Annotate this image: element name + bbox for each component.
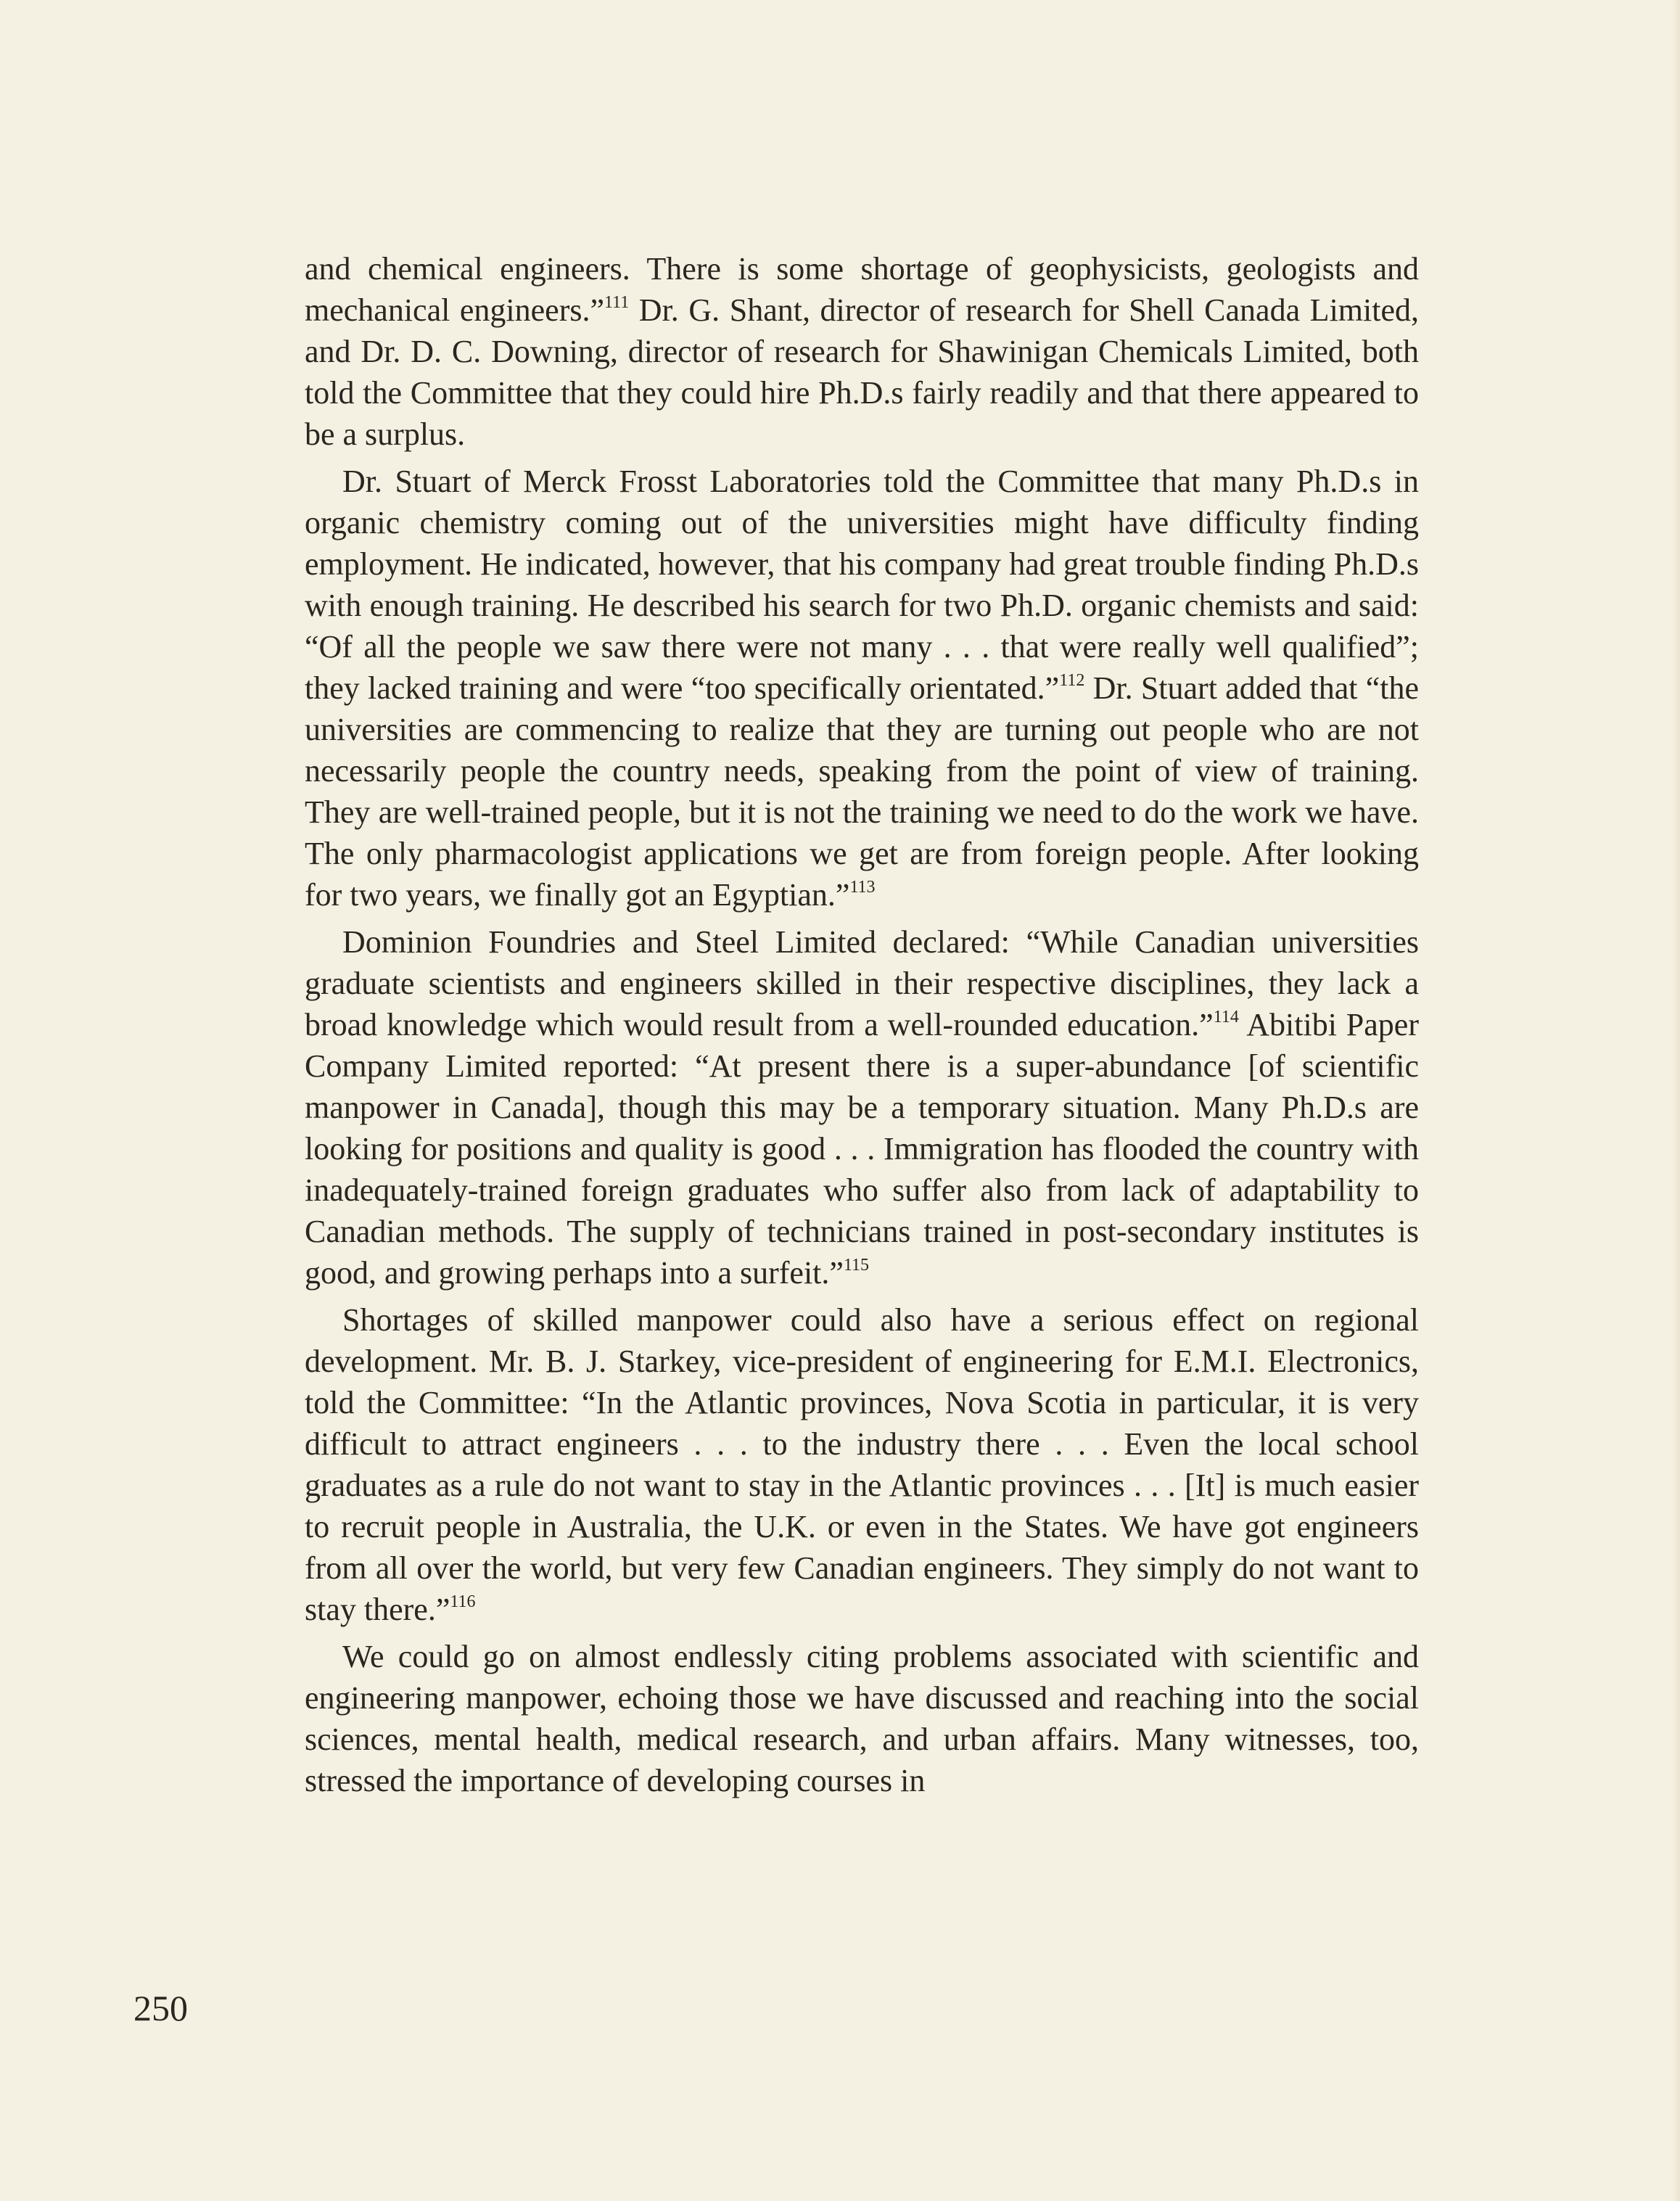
footnote-reference: 112 xyxy=(1059,671,1085,690)
paragraph xyxy=(305,461,1419,916)
footnote-reference: 116 xyxy=(450,1592,476,1611)
footnote-reference: 113 xyxy=(849,878,876,897)
footnote-reference: 115 xyxy=(843,1256,870,1275)
paragraph-text: We could go on almost endlessly citing problems associated with scientific and engineering manpower, echoing those we have discussed and reaching into the social sciences, mental health, medical research, and urban affairs. Many witnesses, too, stressed the importance of developing courses in xyxy=(305,1639,1419,1798)
paragraph-text: Dominion Foundries and Steel Limited declared: “While Canadian universities graduate scientists and engineers skilled in their respective disciplines, they lack a broad knowledge which would result from a well-rounded education.” xyxy=(305,924,1419,1042)
paragraph xyxy=(305,1299,1419,1630)
paragraph xyxy=(305,1636,1419,1801)
paragraph-text: Shortages of skilled manpower could also have a serious effect on regional development. Mr. B. J. Starkey, vice-president of engineering for E.M.I. Electronics, told the Committee: “In the Atlantic provinces, Nova Scotia in particular, it is very difficult to attract engineers . . . to the industry there . . . Even the local school graduates as a rule do not want to stay in the Atlantic provinces . . . [It] is much easier to recruit people in Australia, the U.K. or even in the States. We have got engineers from all over the world, but very few Canadian engineers. They simply do not want to stay there.” xyxy=(305,1302,1419,1627)
paragraph-text: Dr. Stuart of Merck Frosst Laboratories told the Committee that many Ph.D.s in organic chemistry coming out of the universities might have difficulty finding employment. He indicated, however, that his company had great trouble finding Ph.D.s with enough training. He described his search for two Ph.D. organic chemists and said: “Of all the people we saw there were not many . . . that were really well qualified”; they lacked training and were “too specifically orientated.” xyxy=(305,464,1419,706)
paragraph-text: and chemical engineers. There is some shortage of geophysicists, geologists and mechanical engineers.” xyxy=(305,251,1419,328)
page-number: 250 xyxy=(133,1988,188,2028)
footnote-reference: 111 xyxy=(604,293,630,312)
footnote-reference: 114 xyxy=(1213,1008,1239,1027)
body-text xyxy=(305,248,1419,1801)
paragraph xyxy=(305,921,1419,1293)
page-edge-shadow xyxy=(1673,0,1680,2201)
paragraph-text: Dr. G. Shant, director of research for Shell Canada Limited, and Dr. D. C. Downing, director of research for Shawinigan Chemicals Limited, both told the Committee that they could hire Ph.D.s fairly readily and that there appeared to be a surplus. xyxy=(305,292,1419,452)
paragraph-text: Dr. Stuart added that “the universities are commencing to realize that they are turning out people who are not necessarily people the country needs, speaking from the point of view of training. They are well-trained people, but it is not the training we need to do the work we have. The only pharmacologist applications we get are from foreign people. After looking for two years, we finally got an Egyptian.” xyxy=(305,670,1419,913)
paragraph-text: Abitibi Paper Company Limited reported: “At present there is a super-abundance [of scientific manpower in Canada], though this may be a temporary situation. Many Ph.D.s are looking for positions and quality is good . . . Immigration has flooded the country with inadequately-trained foreign graduates who suffer also from lack of adaptability to Canadian methods. The supply of technicians trained in post-secondary institutes is good, and growing perhaps into a surfeit.” xyxy=(305,1007,1419,1291)
paragraph xyxy=(305,248,1419,455)
